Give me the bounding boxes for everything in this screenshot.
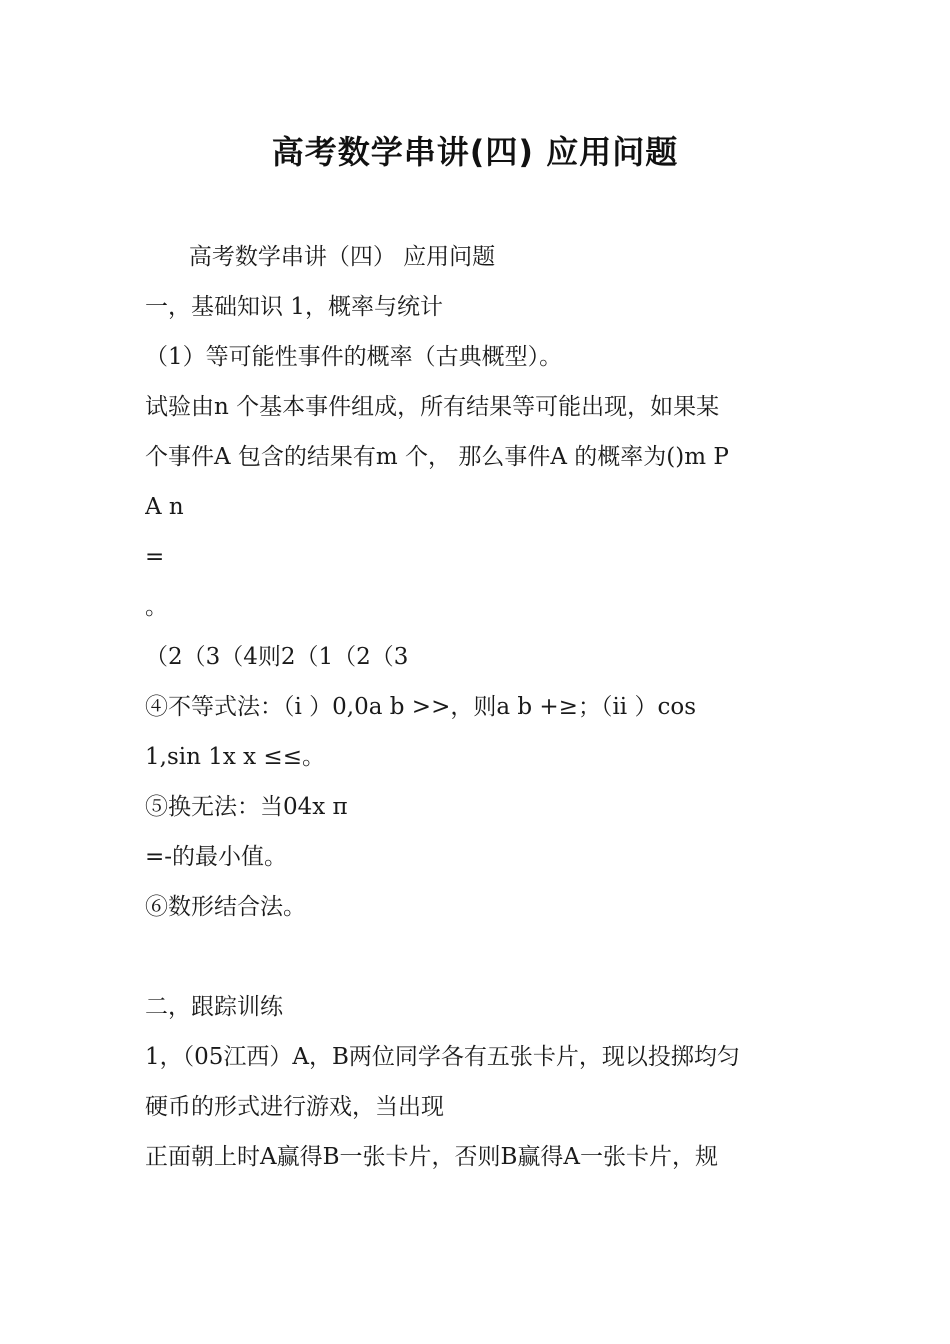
text-line: 硬币的形式进行游戏，当出现 <box>145 1094 444 1120</box>
text-line: 1，（05江西）A，B两位同学各有五张卡片，现以投掷均匀 <box>145 1044 740 1070</box>
blank-line <box>145 932 815 982</box>
text-line: 。 <box>145 594 168 620</box>
text-line: ⑥数形结合法。 <box>145 894 306 920</box>
text-line: ⑤换无法：当04x π <box>145 794 348 820</box>
text-line: ④不等式法：（i ）0,0a b >>，则a b +≥；（ii ）cos <box>145 694 697 720</box>
text-line: = <box>145 544 165 570</box>
text-line: （1）等可能性事件的概率（古典概型）。 <box>145 344 563 370</box>
text-line: =-的最小值。 <box>145 844 288 870</box>
page-title: 高考数学串讲(四) 应用问题 <box>271 133 679 171</box>
text-line: A n <box>145 494 184 520</box>
section-heading-basics: 一，基础知识 1，概率与统计 <box>145 294 443 320</box>
document-body <box>145 232 815 1182</box>
text-line: 正面朝上时A赢得B一张卡片，否则B赢得A一张卡片，规 <box>145 1144 719 1170</box>
subtitle-line: 高考数学串讲（四） 应用问题 <box>145 244 496 270</box>
text-line: 个事件A 包含的结果有m 个， 那么事件A 的概率为()m P <box>145 444 729 470</box>
text-line: （2（3（4则2（1（2（3 <box>145 644 409 670</box>
section-heading-training: 二，跟踪训练 <box>145 994 283 1020</box>
text-line: 试验由n 个基本事件组成，所有结果等可能出现，如果某 <box>145 394 720 420</box>
text-line: 1,sin 1x x ≤≤。 <box>145 744 325 770</box>
